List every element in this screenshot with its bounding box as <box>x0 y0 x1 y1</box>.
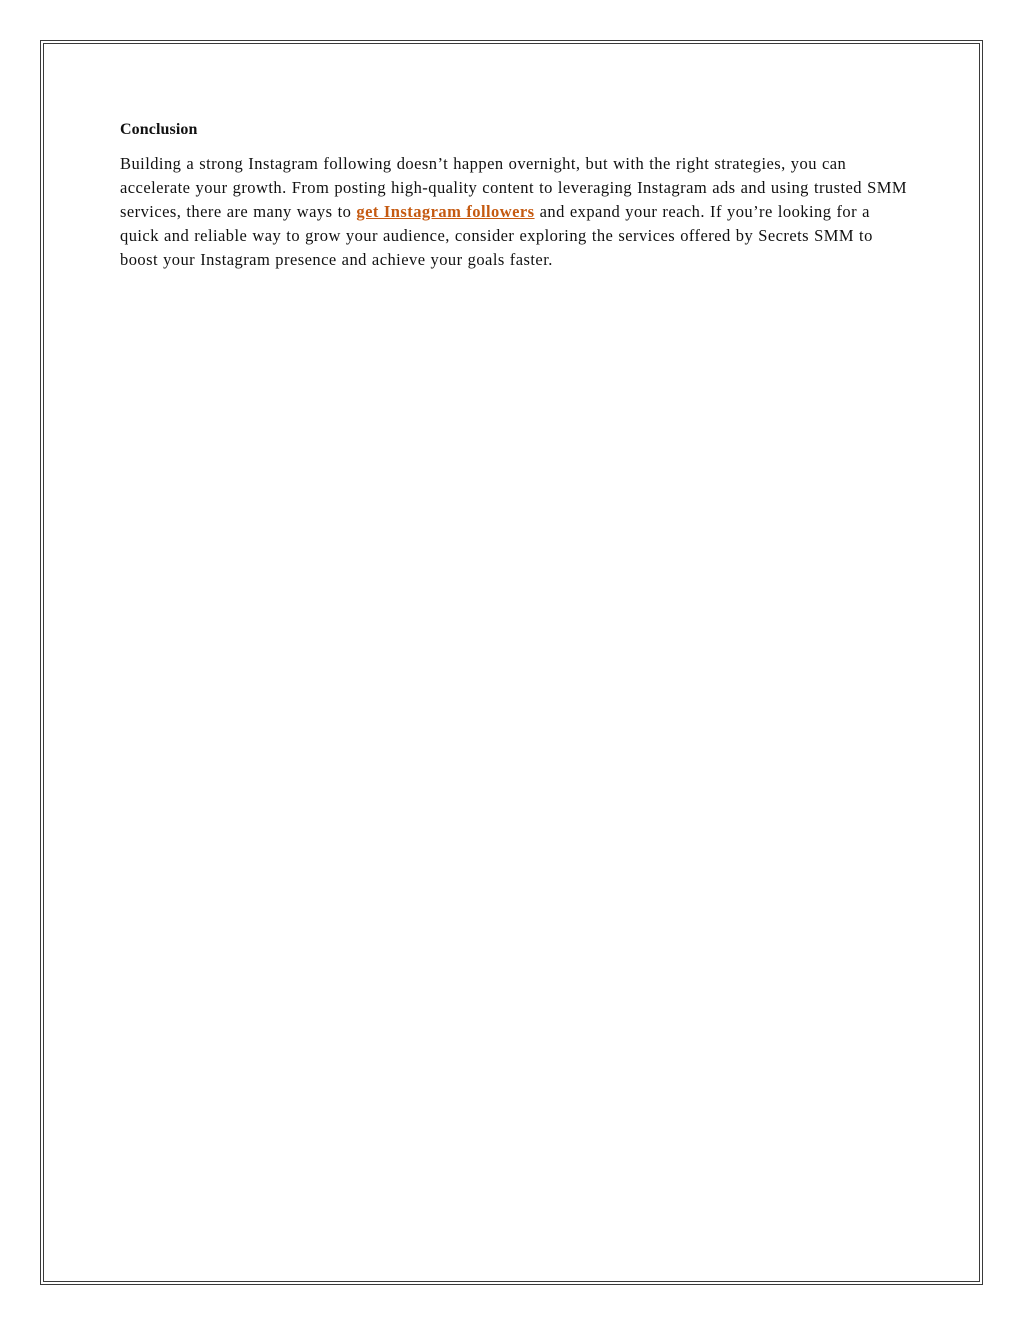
section-heading: Conclusion <box>120 121 198 138</box>
paragraph-text-before-link: Building a strong Instagram following doesn’t happen overnight, but with the right strategies, you can accelerate your growth. From posting high-quality content to leveraging Instagram ads and using trusted SMM services, there are many ways to <box>120 154 907 221</box>
get-instagram-followers-link[interactable]: get Instagram followers <box>356 202 535 221</box>
paragraph-text-after-link: and expand your reach. If you’re looking for a quick and reliable way to grow your audience, consider exploring the services offered by Secrets SMM to boost your Instagram presence and achieve your goals faster. <box>120 202 873 269</box>
document-content <box>120 118 910 272</box>
conclusion-paragraph <box>120 152 910 272</box>
